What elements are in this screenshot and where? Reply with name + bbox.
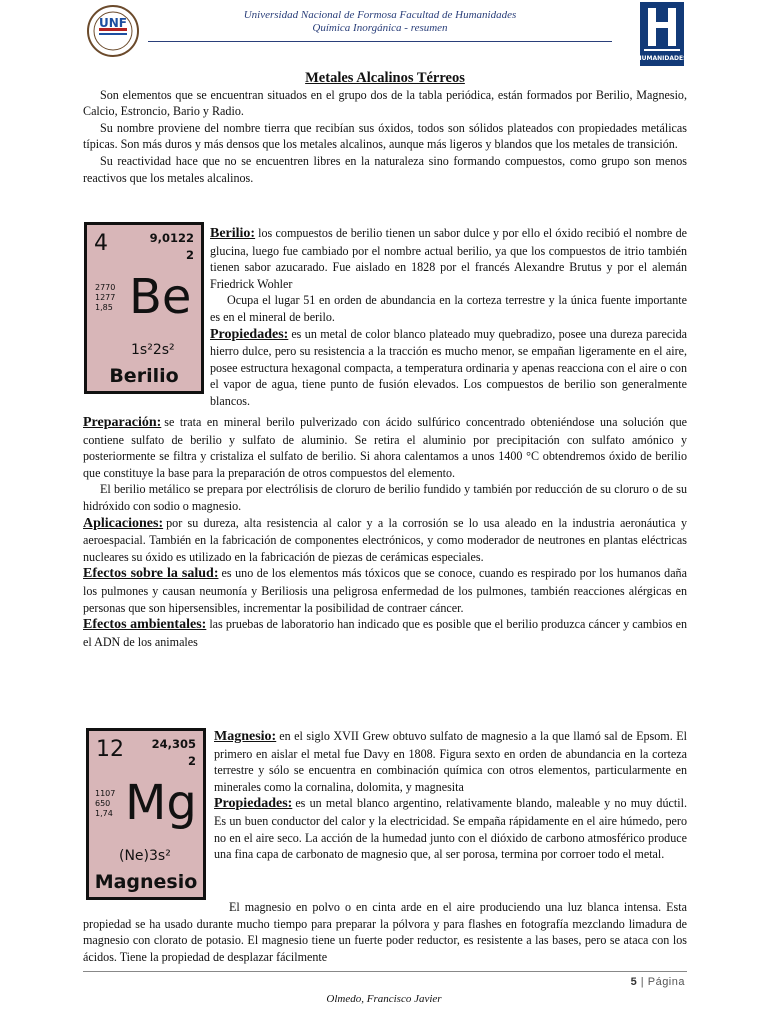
element-symbol: Mg: [125, 775, 197, 831]
ambientales-label: Efectos ambientales:: [83, 617, 207, 633]
salud-text: es uno de los elementos más tóxicos que se conoce, cuando es respirado por los humanos daña los pulmones y causan neumonía y Beriliosis una peligrosa enfermedad de los pulmones, también reacciones alérgicas en personas que son hipersensibles, incrementar la posibilidad de contraer cáncer.: [83, 566, 687, 615]
magnesium-element-tile: [86, 728, 206, 900]
magnesio-intro: [214, 728, 687, 863]
physical-data: 1107 650 1,74: [95, 789, 116, 818]
berilio-intro: [210, 225, 687, 410]
beryllium-element-tile: [84, 222, 204, 394]
atomic-number: 4: [94, 231, 108, 256]
preparacion-text-2: El berilio metálico se prepara por electrólisis de cloruro de berilio fundido y también por reducción de su cloruro o de su hidróxido con sodio o magnesio.: [83, 482, 687, 513]
atomic-number: 12: [96, 737, 124, 762]
element-name: Magnesio: [94, 871, 198, 893]
berilio-label: Berilio:: [210, 226, 256, 241]
intro-paragraph-2: Su nombre proviene del nombre tierra que recibían sus óxidos, todos son sólidos plateados con propiedades metálicas típicas. Son más duros y más densos que los metales alcalinos, aunque más ligeros y blandos que los metales de transición.: [83, 120, 687, 152]
electron-configuration: 1s²2s²: [131, 342, 175, 358]
preparacion-label: Preparación:: [83, 415, 162, 430]
element-symbol: Be: [129, 269, 192, 325]
magnesio-properties-text: es un metal blanco argentino, relativamente blando, maleable y no muy dúctil. Es un buen conductor del calor y la electricidad. Se empaña rápidamente en el aire húmedo, pero no en el aire seco. La acción de la humedad junto con el dióxido de carbono atmosférico produce una fina capa de carbonato de magnesio que, al ser porosa, termina por corroer todo el metal.: [214, 796, 687, 862]
berilio-intro-text: los compuestos de berilio tienen un sabor dulce y por ello el óxido recibió el nombre de glucina, luego fue cambiado por el nombre actual berilio, ya que los compuestos de itrio también tienen sabor azucarado. Fue aislado en 1828 por el francés Alexandre Brutus y por el alemán Friedrick Wohler: [210, 226, 687, 291]
intro-section: [83, 70, 687, 186]
magnesio-extra-text: El magnesio en polvo o en cinta arde en el aire produciendo una luz blanca intensa. Esta propiedad se ha usado durante mucho tiempo para preparar la pólvora y para flashes en fotografía mezclando limadura de magnesio con clorato de potasio. El magnesio tiene un fuerte poder reductor, es resistente a las bases, pero se ataca con los ácidos. Tiene la propiedad de desplazar fácilmente: [83, 900, 687, 964]
aplicaciones-text: por su dureza, alta resistencia al calor y a la corrosión se lo usa aleado en la industria aeronáutica y aeroespacial. También en la fabricación de componentes electrónicos, y como moderador de neutrones en plantas eléctricas nucleares su óxido es utilizado en la fabricación de piezas de cerámicas especiales.: [83, 515, 687, 564]
header-subtitle: Química Inorgánica - resumen: [312, 22, 448, 34]
magnesio-intro-text: en el siglo XVII Grew obtuvo sulfato de magnesio a la que llamó sal de Epsom. El primero en aislar el metal fue Davy en 1808. Figura sexto en orden de abundancia en la corteza terrestre y sólo se encuentra en combinación química con otros elementos, particularmente en minerales como la cornalina, dolomita, y magnesita: [214, 729, 687, 794]
magnesio-label: Magnesio:: [214, 729, 277, 744]
atomic-mass: 9,0122 2: [149, 231, 194, 262]
berilio-abundance: Ocupa el lugar 51 en orden de abundancia en la corteza terrestre y la única fuente importante es en el mineral de berilo.: [210, 293, 687, 324]
salud-label: Efectos sobre la salud:: [83, 566, 219, 582]
physical-data: 2770 1277 1,85: [95, 283, 116, 312]
element-name: Berilio: [109, 365, 179, 387]
berilio-properties-text: es un metal de color blanco plateado muy quebradizo, posee una dureza parecida hierro dulce, pero su resistencia a la tracción es mucho menor, se empañan ligeramente en el aire, posee estructura hexagonal compacta, a temperatura ordinaria y apenas reacciona con el aire o con el vapor de agua, tiene punto de fusión elevados. Los compuestos de berilio son generalmente blancos.: [210, 326, 687, 408]
electron-configuration: (Ne)3s²: [119, 848, 171, 864]
preparacion-text: se trata en mineral berilo pulverizado con ácido sulfúrico concentrado obteniéndose una solución que contiene sulfato de berilio y sulfato de aluminio. Se retira el aluminio por precipitación con sulfato amónico y posteriormente se filtra y cristaliza el sulfato de berilio. Si ahora calentamos a unos 1400 °C obtendremos óxido de berilio que constituye la base para la preparación de otros compuestos del elemento.: [83, 415, 687, 480]
university-seal-logo: [86, 4, 140, 58]
header-institution: Universidad Nacional de Formosa Facultad de Humanidades: [243, 9, 517, 21]
page-title: Metales Alcalinos Térreos: [305, 70, 465, 86]
aplicaciones-label: Aplicaciones:: [83, 515, 164, 531]
header-divider: [148, 41, 612, 42]
faculty-logo: [636, 2, 688, 66]
intro-paragraph-1: Son elementos que se encuentran situados en el grupo dos de la tabla periódica, están formados por Berilio, Magnesio, Calcio, Estroncio, Bario y Radio.: [83, 87, 687, 119]
magnesio-extra: [83, 899, 687, 965]
ambientales-text: las pruebas de laboratorio han indicado que es posible que el berilio produzca cáncer y cambios en el ADN de los animales: [83, 617, 687, 649]
svg-text:UNF: UNF: [99, 16, 127, 30]
footer-divider: [83, 971, 687, 972]
magnesio-properties-label: Propiedades:: [214, 796, 293, 812]
footer-author: Olmedo, Francisco Javier: [326, 993, 442, 1005]
berilio-details: [83, 414, 687, 650]
page-number: 5 | Página: [630, 976, 685, 988]
berilio-properties-label: Propiedades:: [210, 326, 289, 342]
atomic-mass: 24,305 2: [151, 737, 196, 768]
intro-paragraph-3: Su reactividad hace que no se encuentren libres en la naturaleza sino formando compuestos, como grupo son menos reactivos que los metales alcalinos.: [83, 153, 687, 185]
svg-text:HUMANIDADES: HUMANIDADES: [636, 55, 688, 62]
